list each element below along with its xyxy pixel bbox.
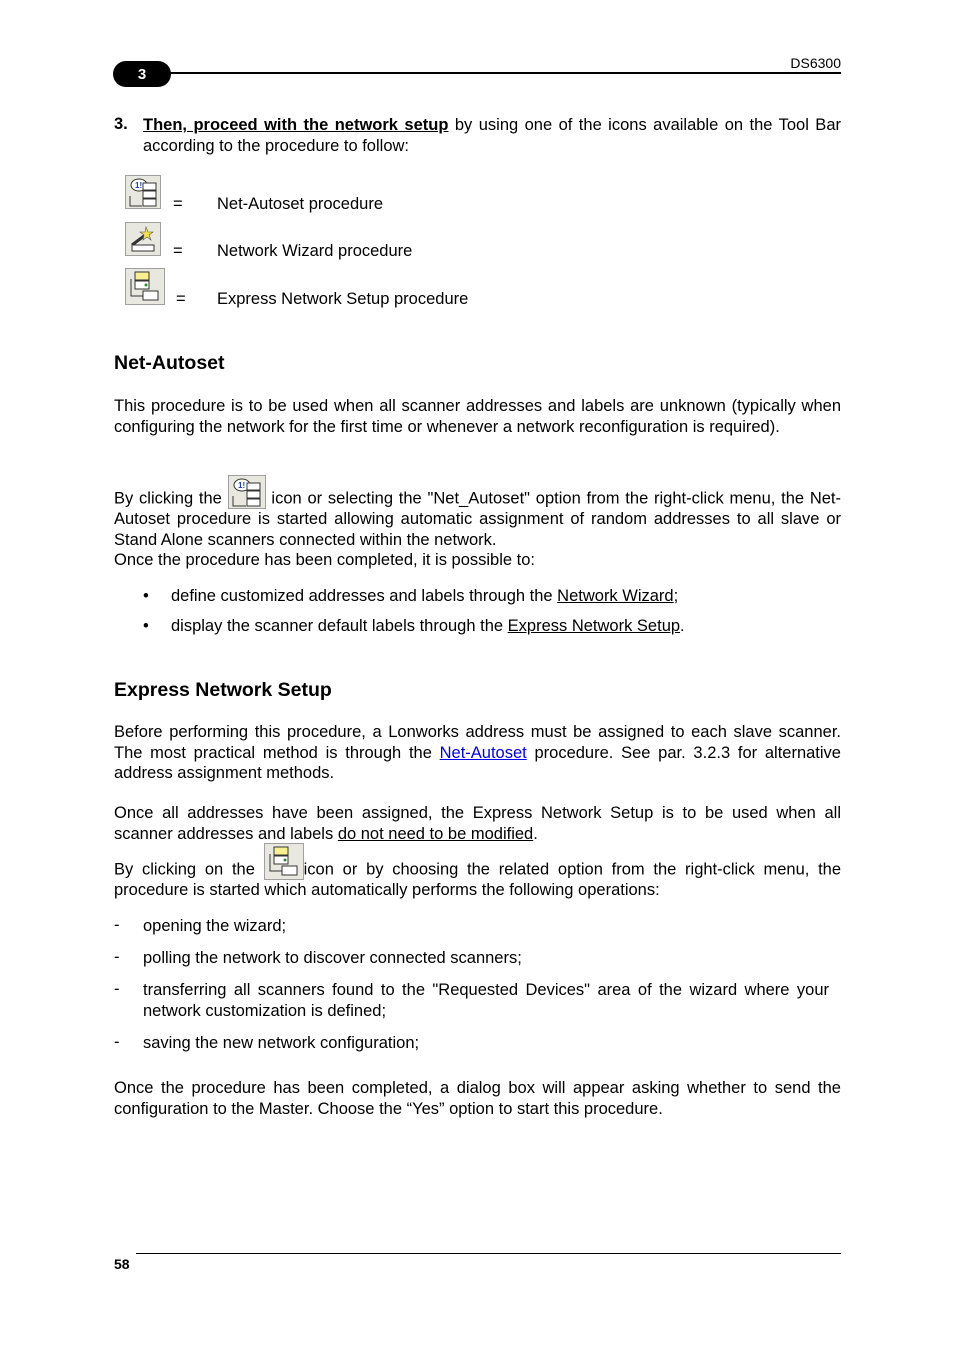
p2-after: .	[533, 824, 538, 843]
operation-step: polling the network to discover connected scanners;	[143, 949, 522, 967]
step-3-text	[143, 115, 841, 156]
p1-after: procedure. See par. 3.2.3 for alternative address assignment methods.	[114, 743, 841, 782]
net-autoset-icon[interactable]	[125, 175, 161, 209]
express-paragraph-4: Once the procedure has been completed, a dialog box will appear asking whether to send the configuration to the Master. Choose the “Yes” option to start this procedure.	[114, 1079, 841, 1118]
dash-marker: -	[114, 916, 120, 934]
svg-text:1!: 1!	[135, 181, 143, 190]
net-autoset-paragraph-1: This procedure is to be used when all scanner addresses and labels are unknown (typically when configuring the network for the first time or whenever a network reconfiguration is required).	[114, 397, 841, 436]
bullet-item	[171, 587, 678, 606]
svg-text:1!: 1!	[237, 481, 245, 490]
section-title-express-network-setup: Express Network Setup	[114, 679, 332, 701]
net-autoset-paragraph-2	[114, 475, 841, 571]
bullet-item	[171, 617, 685, 636]
step-3-rest: by using one of the icons available on the Tool Bar according to the procedure to follow:	[143, 116, 841, 155]
legend-eq-3: =	[176, 290, 186, 308]
not-modified-emphasis: do not need to be modified	[337, 824, 534, 843]
bullet-marker: •	[143, 617, 149, 635]
document-code: DS6300	[790, 55, 841, 71]
operation-step: transferring all scanners found to the "Requested Devices" area of the wizard where your network customization is defined;	[143, 981, 829, 1020]
bullet-text: display the scanner default labels through the	[171, 617, 508, 635]
section-title-net-autoset: Net-Autoset	[114, 352, 225, 374]
legend-eq-2: =	[173, 242, 183, 260]
p2-line-2: Once the procedure has been completed, it is possible to:	[114, 551, 535, 569]
network-wizard-icon[interactable]	[125, 222, 161, 256]
network-wizard-link[interactable]: Network Wizard	[557, 587, 674, 605]
page-number: 58	[114, 1256, 130, 1272]
operation-step: saving the new network configuration;	[143, 1034, 420, 1052]
operation-step: opening the wizard;	[143, 917, 287, 935]
dash-marker: -	[114, 980, 120, 998]
step-3-lead: Then, proceed with the network setup	[143, 116, 449, 134]
net-autoset-icon[interactable]	[228, 475, 266, 509]
bullet-punct: .	[680, 617, 685, 635]
net-autoset-link[interactable]: Net-Autoset	[439, 743, 527, 762]
legend-eq-1: =	[173, 195, 183, 213]
bullet-marker: •	[143, 587, 149, 605]
express-paragraph-3	[114, 843, 841, 901]
p3-before: By clicking on the	[114, 860, 264, 879]
chapter-badge: 3	[113, 61, 171, 87]
step-number: 3.	[114, 115, 128, 133]
dash-marker: -	[114, 948, 120, 966]
p2-after: icon or selecting the "Net_Autoset" option from the right-click menu, the Net-Autoset procedure is started allowing automatic assignment of random addresses to all slave or Stand Alone scanners connected within the network.	[114, 489, 841, 549]
p1-before: Before performing this procedure, a Lonworks address must be assigned to each slave scanner. The most practical method is through the	[114, 723, 841, 762]
bullet-punct: ;	[673, 587, 679, 605]
express-network-setup-link[interactable]: Express Network Setup	[507, 617, 681, 635]
footer-rule	[136, 1253, 841, 1254]
legend-label-express-network-setup: Express Network Setup procedure	[217, 290, 469, 308]
express-paragraph-1	[114, 722, 841, 784]
dash-marker: -	[114, 1033, 120, 1051]
bullet-text: define customized addresses and labels through the	[171, 587, 558, 605]
p3-after: icon or by choosing the related option from the right-click menu, the procedure is started which automatically performs the following operations:	[114, 860, 842, 899]
legend-label-net-autoset: Net-Autoset procedure	[217, 195, 384, 213]
express-paragraph-2	[114, 803, 841, 844]
p2-before: By clicking the	[114, 489, 228, 508]
express-network-setup-icon[interactable]	[125, 268, 165, 305]
legend-label-network-wizard: Network Wizard procedure	[217, 242, 413, 260]
p2-before: Once all addresses have been assigned, the Express Network Setup is to be used when all scanner addresses and labels	[114, 804, 841, 843]
header-rule	[160, 72, 841, 74]
express-network-setup-icon[interactable]	[264, 843, 304, 880]
